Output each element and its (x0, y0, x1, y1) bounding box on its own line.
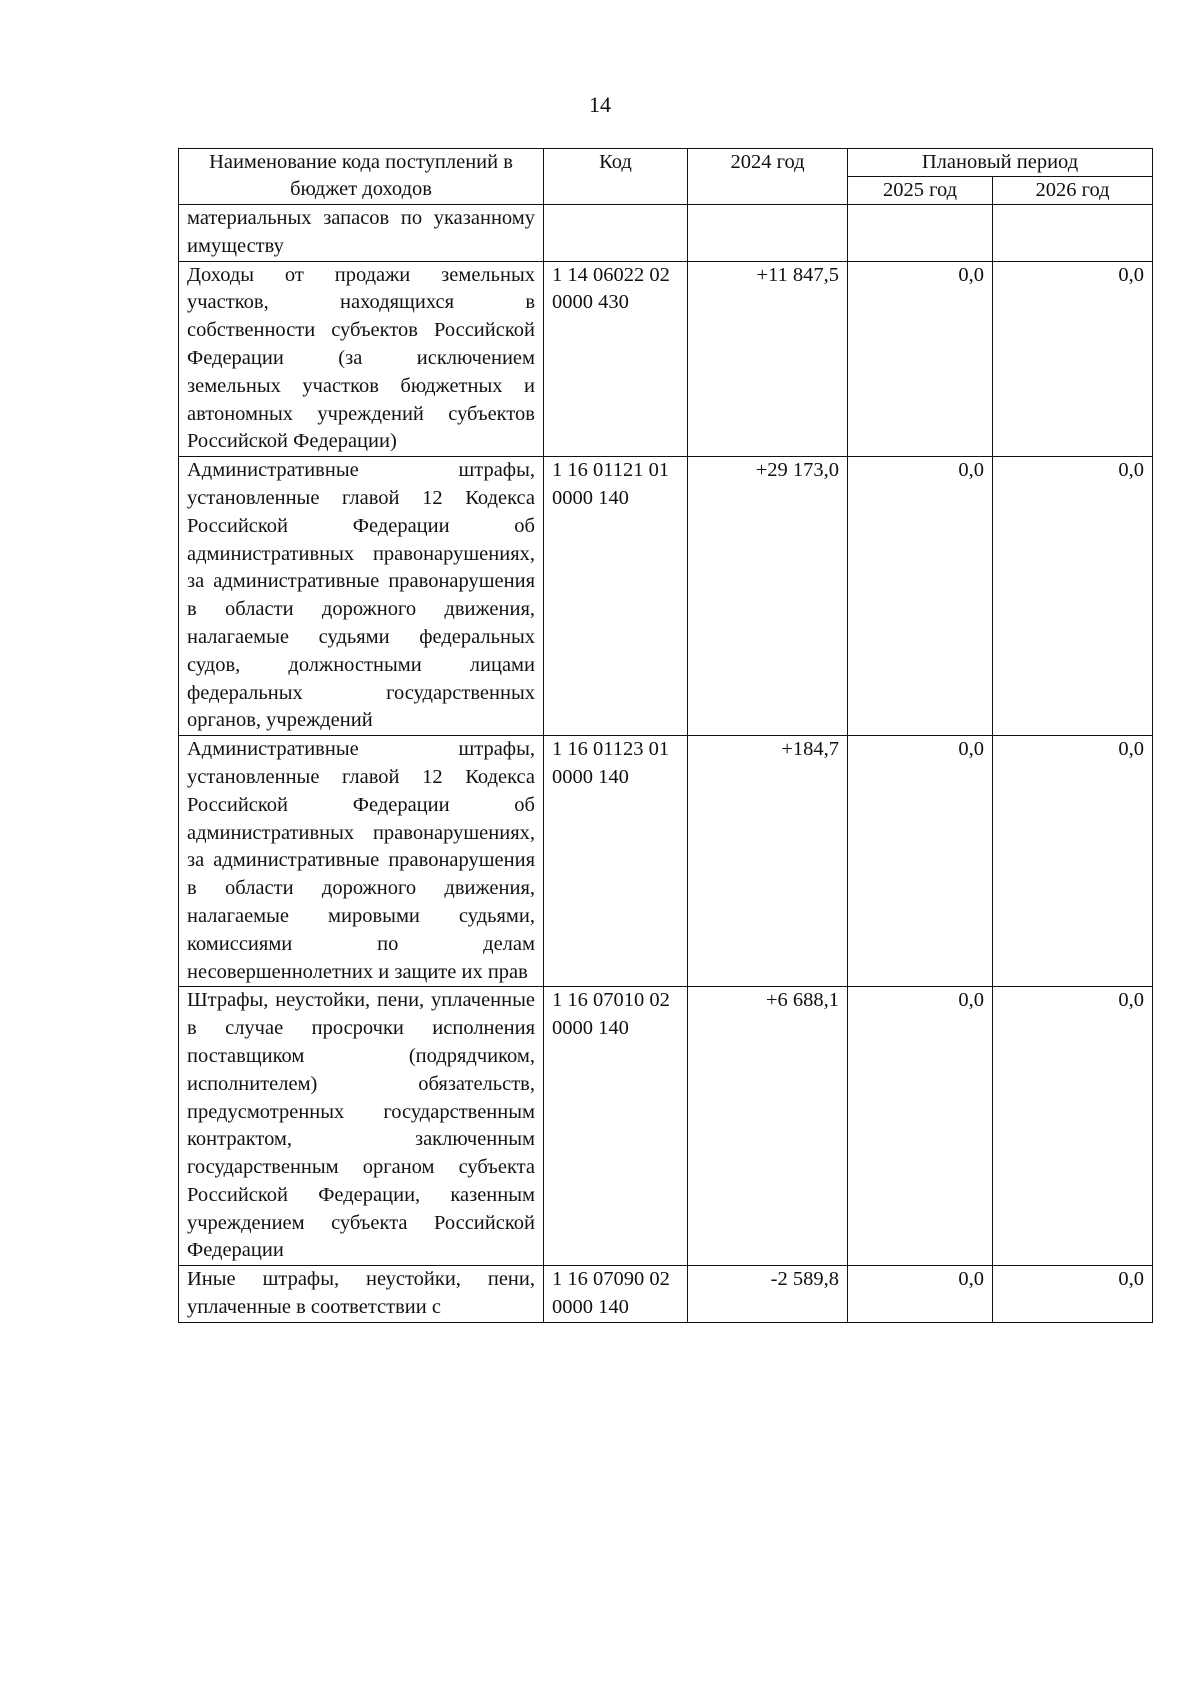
page-number: 14 (589, 92, 611, 117)
amount-2024: +29 173,0 (688, 457, 848, 736)
revenue-code: 1 16 07090 02 0000 140 (544, 1266, 688, 1323)
header-2026: 2026 год (993, 177, 1153, 205)
header-2024: 2024 год (688, 149, 848, 205)
amount-2026: 0,0 (993, 457, 1153, 736)
amount-2025 (848, 205, 993, 262)
table-row (179, 457, 1153, 736)
amount-2026: 0,0 (993, 736, 1153, 987)
amount-2025: 0,0 (848, 457, 993, 736)
amount-2024: -2 589,8 (688, 1266, 848, 1323)
header-2025: 2025 год (848, 177, 993, 205)
header-name: Наименование кода поступлений в бюджет доходов (179, 149, 544, 205)
table-row (179, 1266, 1153, 1323)
amount-2024 (688, 205, 848, 262)
amount-2025: 0,0 (848, 1266, 993, 1323)
amount-2024: +6 688,1 (688, 987, 848, 1266)
revenue-code: 1 16 01123 01 0000 140 (544, 736, 688, 987)
amount-2026: 0,0 (993, 987, 1153, 1266)
amount-2026: 0,0 (993, 261, 1153, 457)
revenue-code: 1 16 07010 02 0000 140 (544, 987, 688, 1266)
table-row (179, 987, 1153, 1266)
revenue-name: Иные штрафы, неустойки, пени, уплаченные в соответствии с (179, 1266, 544, 1323)
amount-2026: 0,0 (993, 1266, 1153, 1323)
budget-table (178, 148, 1153, 1323)
revenue-name: материальных запасов по указанному имуществу (179, 205, 544, 262)
revenue-code: 1 14 06022 02 0000 430 (544, 261, 688, 457)
table-row (179, 205, 1153, 262)
table-row (179, 736, 1153, 987)
revenue-name: Административные штрафы, установленные главой 12 Кодекса Российской Федерации об административных правонарушениях, за административные правонарушения в области дорожного движения, налагаемые мировыми судьями, комиссиями по делам несовершеннолетних и защите их прав (179, 736, 544, 987)
amount-2025: 0,0 (848, 987, 993, 1266)
amount-2024: +184,7 (688, 736, 848, 987)
table-row (179, 261, 1153, 457)
revenue-code: 1 16 01121 01 0000 140 (544, 457, 688, 736)
amount-2026 (993, 205, 1153, 262)
revenue-name: Штрафы, неустойки, пени, уплаченные в случае просрочки исполнения поставщиком (подрядчиком, исполнителем) обязательств, предусмотренных государственным контрактом, заключенным государственным органом субъекта Российской Федерации, казенным учреждением субъекта Российской Федерации (179, 987, 544, 1266)
revenue-code (544, 205, 688, 262)
amount-2024: +11 847,5 (688, 261, 848, 457)
amount-2025: 0,0 (848, 261, 993, 457)
header-row-1 (179, 149, 1153, 177)
header-planned-period: Плановый период (848, 149, 1153, 177)
amount-2025: 0,0 (848, 736, 993, 987)
header-code: Код (544, 149, 688, 205)
revenue-name: Административные штрафы, установленные главой 12 Кодекса Российской Федерации об административных правонарушениях, за административные правонарушения в области дорожного движения, налагаемые судьями федеральных судов, должностными лицами федеральных государственных органов, учреждений (179, 457, 544, 736)
revenue-name: Доходы от продажи земельных участков, находящихся в собственности субъектов Российской Федерации (за исключением земельных участков бюджетных и автономных учреждений субъектов Российской Федерации) (179, 261, 544, 457)
